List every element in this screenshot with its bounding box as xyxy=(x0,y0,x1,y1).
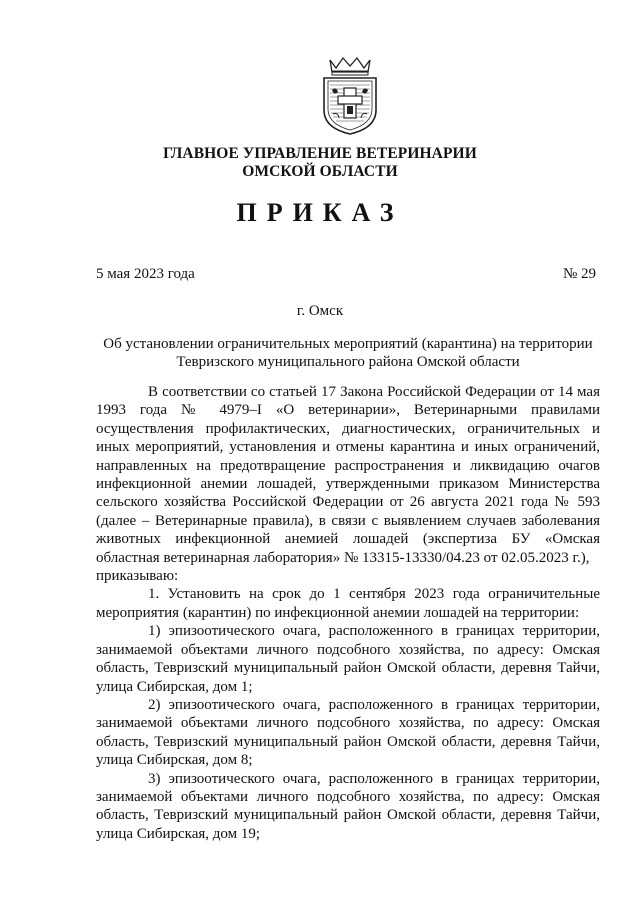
omsk-coat-of-arms-icon xyxy=(316,54,384,136)
document-city: г. Омск xyxy=(296,303,344,319)
document-number: № 29 xyxy=(562,266,596,282)
order-point-1: 1. Установить на срок до 1 сентября 2023 года ограничительные мероприятия (карантин) по инфекционной анемии лошадей на территории: xyxy=(96,586,600,621)
organization-name-line1: ГЛАВНОЕ УПРАВЛЕНИЕ ВЕТЕРИНАРИИ xyxy=(163,145,477,162)
order-subitem-2: 2) эпизоотического очага, расположенного в границах территории, занимаемой объектами личного подсобного хозяйства, по адресу: Омская область, Тевризский муниципальный район Омской области, деревня Тайчи, улица Сибирская, дом 8; xyxy=(96,696,600,769)
order-word: приказываю: xyxy=(96,568,179,585)
document-date: 5 мая 2023 года xyxy=(96,266,195,282)
order-subitem-3: 3) эпизоотического очага, расположенного в границах территории, занимаемой объектами личного подсобного хозяйства, по адресу: Омская область, Тевризский муниципальный район Омской области, деревня Тайчи, улица Сибирская, дом 19; xyxy=(96,770,600,842)
preamble-paragraph: В соответствии со статьей 17 Закона Российской Федерации от 14 мая 1993 года № 4979–I «О ветеринарии», Ветеринарными правилами осуществления профилактических, диагностических, ограничительных и иных мероприятий, установления и отмены карантина и иных ограничений, направленных на предотвращение распространения и ликвидацию очагов инфекционной анемии лошадей, утвержденными приказом Министерства сельского хозяйства Российской Федерации от 26 августа 2021 года № 593 (далее – Ветеринарные правила), в связи с выявлением случаев заболевания животных инфекционной анемией лошадей (экспертиза БУ «Омская областная ветеринарная лаборатория» № 13315-13330/04.23 от 02.05.2023 г.), xyxy=(96,384,600,566)
document-subject: Об установлении ограничительных мероприятий (карантина) на территории Тевризского муниципального района Омской области xyxy=(103,336,593,370)
order-subitem-1: 1) эпизоотического очага, расположенного в границах территории, занимаемой объектами личного подсобного хозяйства, по адресу: Омская область, Тевризский муниципальный район Омской области, деревня Тайчи, улица Сибирская, дом 1; xyxy=(96,623,600,695)
document-body xyxy=(96,383,600,843)
document-type-title: ПРИКАЗ xyxy=(236,198,404,227)
organization-name-line2: ОМСКОЙ ОБЛАСТИ xyxy=(242,163,398,180)
